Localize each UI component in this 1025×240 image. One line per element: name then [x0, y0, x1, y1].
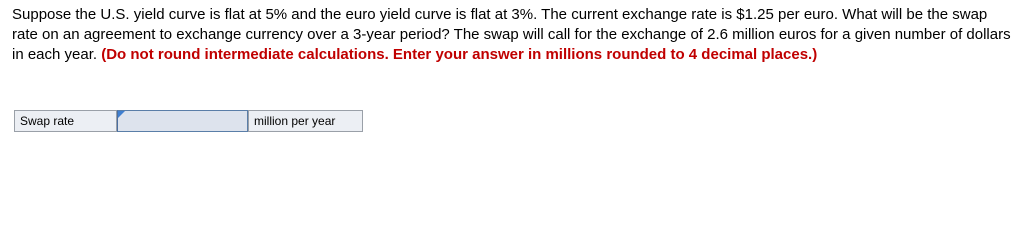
swap-rate-input-cell[interactable]	[117, 110, 248, 132]
question-text	[12, 5, 1012, 65]
input-flag-icon	[118, 111, 125, 118]
swap-rate-unit: million per year	[248, 110, 363, 132]
question-instruction: (Do not round intermediate calculations. Enter your answer in millions rounded to 4 decimal places.)	[101, 46, 818, 63]
answer-row	[14, 110, 363, 132]
question-body: Suppose the U.S. yield curve is flat at 5% and the euro yield curve is flat at 3%. The current exchange rate is $1.25 per euro. What will be the swap rate on an agreement to exchange currency over a 3-year period? The swap will call for the exchange of 2.6 million euros for a given number of dollars in each year.	[12, 6, 1011, 63]
swap-rate-input[interactable]	[118, 111, 247, 131]
swap-rate-label: Swap rate	[14, 110, 117, 132]
